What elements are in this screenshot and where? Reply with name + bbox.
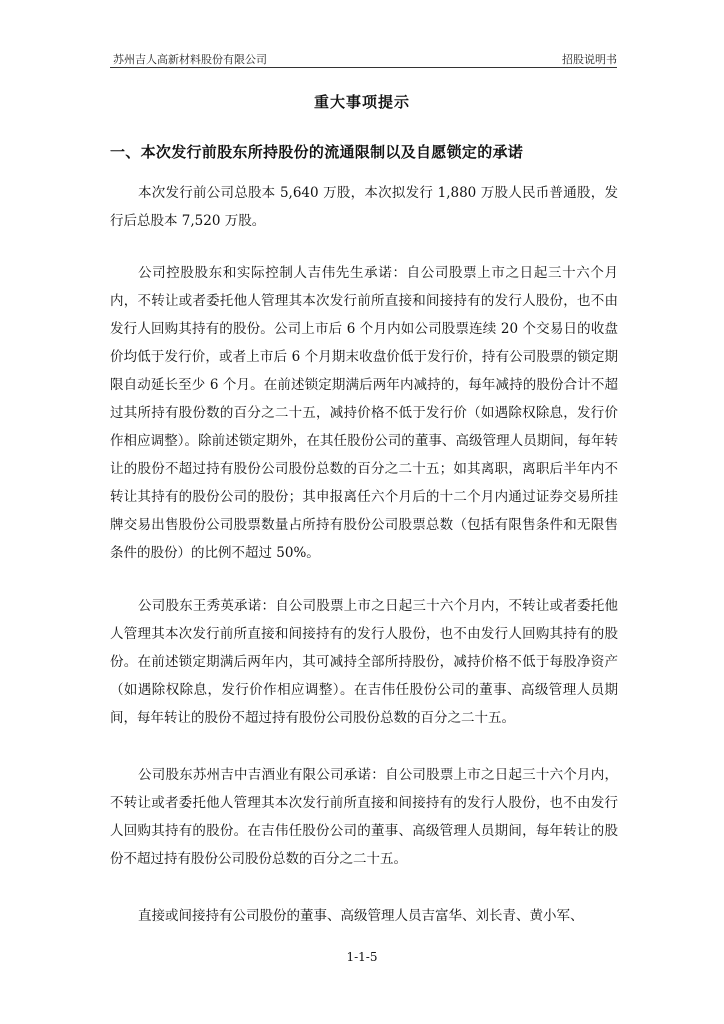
paragraph-jizhongji-commitment: 公司股东苏州吉中吉酒业有限公司承诺：自公司股票上市之日起三十六个月内，不转让或者委托他人管理其本次发行前所直接和间接持有的发行人股份，也不由发行人回购其持有的股份。在吉伟任股份公司的董事、高级管理人员期间，每年转让的股份不超过持有股份公司股份总数的百分之二十五。: [110, 767, 618, 867]
page-number: 1-1-5: [346, 950, 378, 964]
paragraph-controlling-shareholder-commitment: 公司控股股东和实际控制人吉伟先生承诺：自公司股票上市之日起三十六个月内，不转让或者委托他人管理其本次发行前所直接和间接持有的发行人股份，也不由发行人回购其持有的股份。公司上市后 6 个月内如公司股票连续 20 个交易日的收盘价均低于发行价，或者上市后 6 个月期末收盘价低于发行价，持有公司股票的锁定期限自动延长至少 6 个月。在前述锁定期满后两年内减持的，每年减持的股份合计不超过其所持有股份数的百分之二十五，减持价格不低于发行价（如遇除权除息，发行价作相应调整）。除前述锁定期外，在其任股份公司的董事、高级管理人员期间，每年转让的股份不超过持有股份公司股份总数的百分之二十五；如其离职，离职后半年内不转让其持有的股份公司的股份；其申报离任六个月后的十二个月内通过证券交易所挂牌交易出售股份公司股票数量占所持有股份公司股票总数（包括有限售条件和无限售条件的股份）的比例不超过 50%。: [110, 265, 618, 561]
header-divider: [110, 67, 617, 68]
paragraph-share-capital: 本次发行前公司总股本 5,640 万股，本次拟发行 1,880 万股人民币普通股，发行后总股本 7,520 万股。: [110, 185, 618, 229]
paragraph-shareholder-wang-commitment: 公司股东王秀英承诺：自公司股票上市之日起三十六个月内，不转让或者委托他人管理其本次发行前所直接和间接持有的发行人股份，也不由发行人回购其持有的股份。在前述锁定期满后两年内，其可减持全部所持股份，减持价格不低于每股净资产（如遇除权除息，发行价作相应调整）。在吉伟任股份公司的董事、高级管理人员期间，每年转让的股份不超过持有股份公司股份总数的百分之二十五。: [110, 598, 618, 726]
header-company-name: 苏州吉人高新材料股份有限公司: [113, 53, 267, 66]
paragraph-directors-commitment: 直接或间接持有公司股份的董事、高级管理人员吉富华、刘长青、黄小军、: [138, 908, 584, 924]
header-document-type: 招股说明书: [562, 53, 617, 66]
page-title: 重大事项提示: [313, 93, 410, 111]
section-heading: 一、本次发行前股东所持股份的流通限制以及自愿锁定的承诺: [110, 143, 524, 161]
